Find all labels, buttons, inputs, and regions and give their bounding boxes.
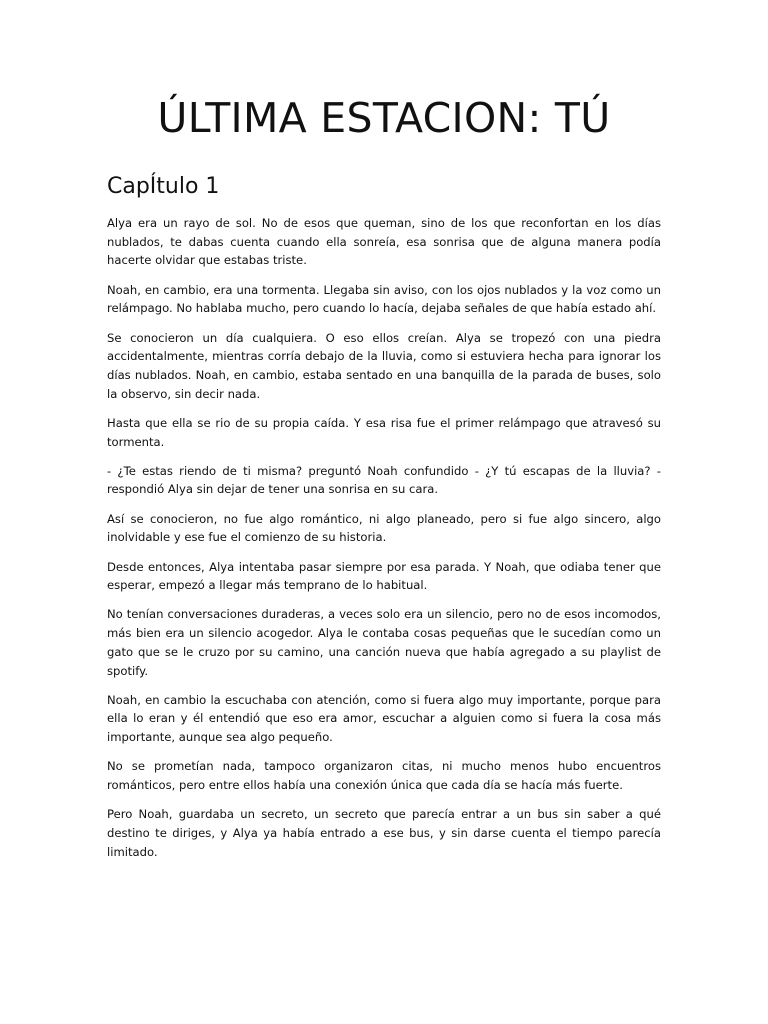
paragraph: Así se conocieron, no fue algo romántico, ni algo planeado, pero si fue algo sincero, algo inolvidable y ese fue el comienzo de su historia.: [107, 511, 661, 545]
paragraph: Se conocieron un día cualquiera. O eso ellos creían. Alya se tropezó con una piedra accidentalmente, mientras corría debajo de la lluvia, como si estuviera hecha para ignorar los días nublados. Noah, en cambio, estaba sentado en una banquilla de la parada de buses, solo la observo, sin decir nada.: [107, 330, 661, 401]
document-title: ÚLTIMA ESTACION: TÚ: [157, 94, 611, 142]
paragraph: Noah, en cambio la escuchaba con atención, como si fuera algo muy importante, porque para ella lo eran y él entendió que eso era amor, escuchar a alguien como si fuera la cosa más importante, aunque sea algo pequeño.: [107, 692, 661, 745]
paragraph: No se prometían nada, tampoco organizaron citas, ni mucho menos hubo encuentros románticos, pero entre ellos había una conexión única que cada día se hacía más fuerte.: [107, 759, 661, 793]
paragraph: Desde entonces, Alya intentaba pasar siempre por esa parada. Y Noah, que odiaba tener que esperar, empezó a llegar más temprano de lo habitual.: [107, 559, 661, 593]
paragraph: - ¿Te estas riendo de ti misma? preguntó Noah confundido - ¿Y tú escapas de la lluvia? -respondió Alya sin dejar de tener una sonrisa en su cara.: [107, 463, 661, 497]
paragraph: Hasta que ella se rio de su propia caída. Y esa risa fue el primer relámpago que atravesó su tormenta.: [107, 415, 661, 449]
paragraph: No tenían conversaciones duraderas, a veces solo era un silencio, pero no de esos incomodos, más bien era un silencio acogedor. Alya le contaba cosas pequeñas que le sucedían como un gato que se le cruzo por su camino, una canción nueva que había agregado a su playlist de spotify.: [107, 607, 661, 678]
paragraph: Pero Noah, guardaba un secreto, un secreto que parecía entrar a un bus sin saber a qué destino te diriges, y Alya ya había entrado a ese bus, y sin darse cuenta el tiempo parecía limitado.: [107, 807, 661, 859]
chapter-heading: CapÍtulo 1: [107, 174, 220, 199]
paragraph: Alya era un rayo de sol. No de esos que queman, sino de los que reconfortan en los días nublados, te dabas cuenta cuando ella sonreía, esa sonrisa que de alguna manera podía hacerte olvidar que estabas triste.: [107, 216, 661, 268]
body-text: [107, 214, 661, 872]
paragraph: Noah, en cambio, era una tormenta. Llegaba sin aviso, con los ojos nublados y la voz como un relámpago. No hablaba mucho, pero cuando lo hacía, dejaba señales de que había estado ahí.: [107, 282, 661, 316]
